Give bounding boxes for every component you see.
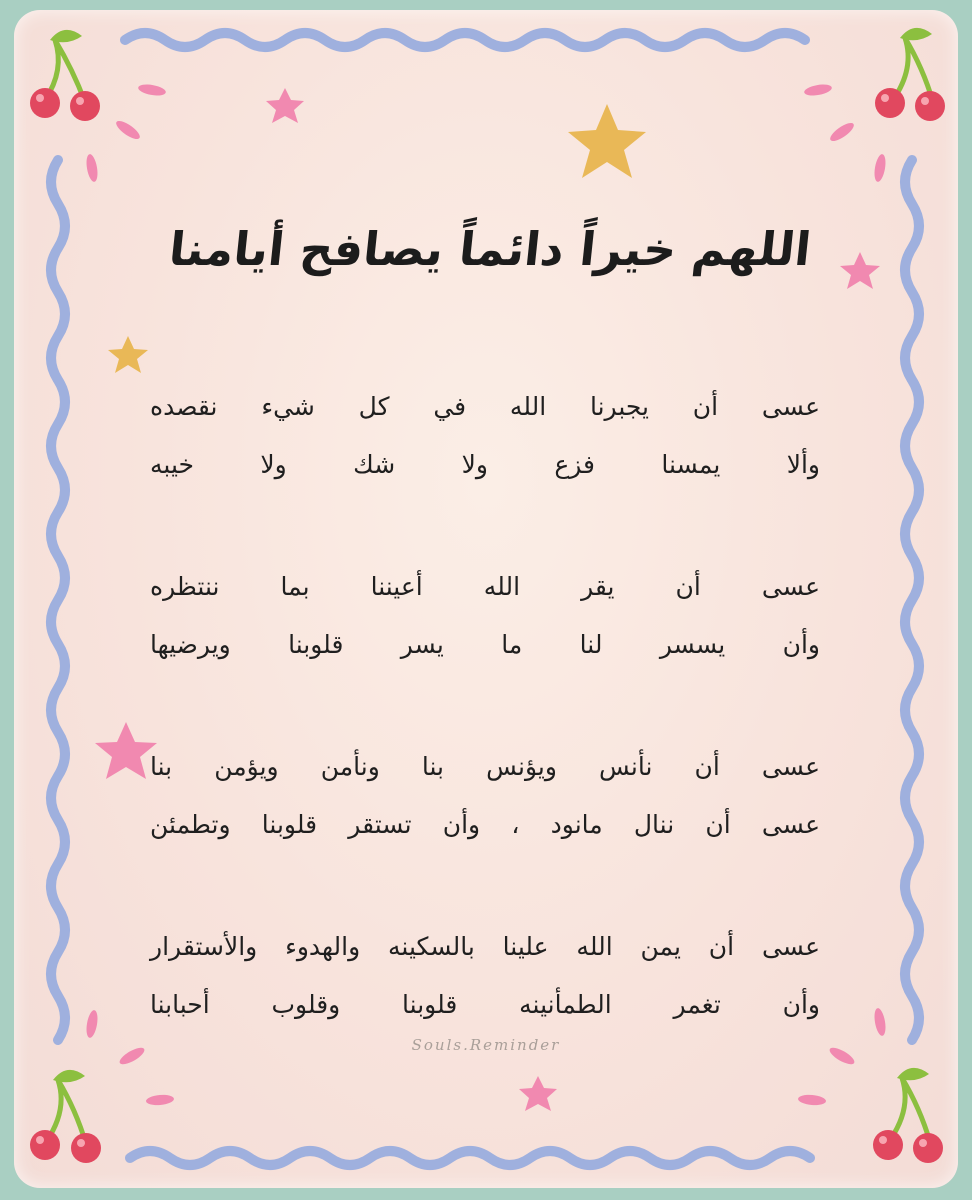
pink-star-icon-right (840, 252, 880, 289)
verse-line: وأن تغمر الطمأنينه قلوبنا وقلوب أحبابنا (150, 990, 820, 1019)
cherry-icon-top-left (30, 30, 100, 121)
cherry-icon-bottom-left (30, 1070, 101, 1163)
verse-line: عسى أن نأنس ويؤنس بنا ونأمن ويؤمن بنا (150, 752, 820, 781)
wave-left (51, 160, 65, 1040)
page-title: اللهم خيراً دائماً يصافح أيامنا (166, 222, 814, 276)
stanza-2 (150, 558, 820, 674)
wave-right (905, 160, 919, 1040)
watermark: Souls.Reminder (411, 1036, 561, 1054)
gold-star-icon (568, 104, 646, 178)
gold-star-icon-small (108, 336, 148, 373)
verse-line: عسى أن ننال مانود ، وأن تستقر قلوبنا وتطمئن (150, 810, 820, 839)
stanza-3 (150, 738, 820, 854)
verse-line: وألا يمسنا فزع ولا شك ولا خيبه (150, 450, 820, 479)
stanza-1 (150, 378, 820, 494)
verse-line: عسى أن يقر الله أعيننا بما ننتظره (150, 572, 820, 601)
wave-bottom (130, 1151, 810, 1165)
cherry-icon-bottom-right (873, 1068, 943, 1163)
poem-body (150, 378, 820, 1098)
wave-top (125, 33, 805, 47)
pink-star-icon-top (266, 88, 304, 123)
verse-line: وأن يسسر لنا ما يسر قلوبنا ويرضيها (150, 630, 820, 659)
cherry-icon-top-right (875, 28, 945, 121)
stanza-4 (150, 918, 820, 1034)
verse-line: عسى أن يجبرنا الله في كل شيء نقصده (150, 392, 820, 421)
verse-line: عسى أن يمن الله علينا بالسكينه والهدوء والأستقرار (150, 932, 820, 961)
pink-star-icon-left (95, 722, 157, 779)
